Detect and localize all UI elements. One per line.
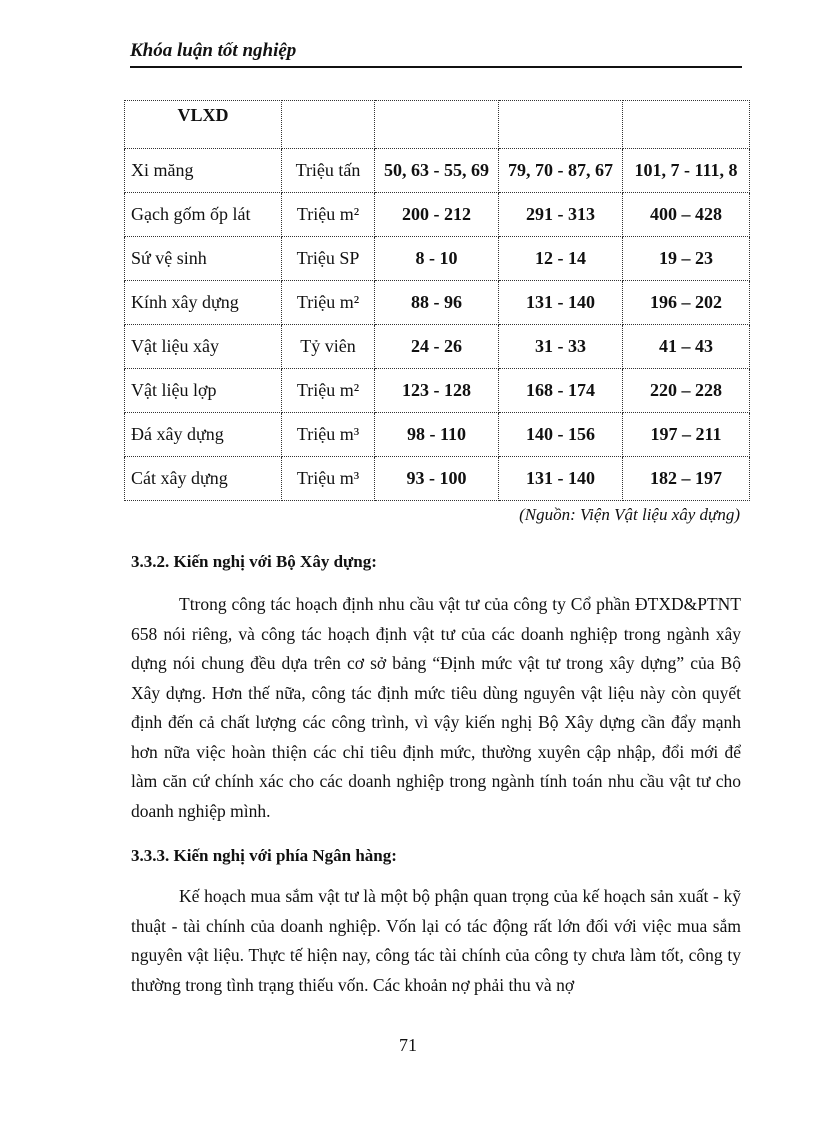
table-header-row xyxy=(125,101,750,149)
material-name-cell: Vật liệu xây xyxy=(125,325,282,369)
value-cell: 79, 70 - 87, 67 xyxy=(499,149,623,193)
section-paragraph-3-3-3: Kế hoạch mua sắm vật tư là một bộ phận quan trọng của kế hoạch sản xuất - kỹ thuật - tài chính của doanh nghiệp. Vốn lại có tác động rất lớn đối với việc mua sắm nguyên vật liệu. Thực tế hiện nay, công tác tài chính của công ty chưa làm tốt, công ty thường trong tình trạng thiếu vốn. Các khoản nợ phải thu và nợ xyxy=(131,886,741,995)
table-row xyxy=(125,237,750,281)
table-header-empty-cell xyxy=(282,101,375,149)
value-cell: 31 - 33 xyxy=(499,325,623,369)
table-row xyxy=(125,193,750,237)
section-heading-3-3-3: 3.3.3. Kiến nghị với phía Ngân hàng: xyxy=(131,846,397,865)
value-cell: 41 – 43 xyxy=(623,325,750,369)
value-cell: 196 – 202 xyxy=(623,281,750,325)
value-cell: 8 - 10 xyxy=(375,237,499,281)
value-cell: 19 – 23 xyxy=(623,237,750,281)
section-paragraph-3-3-2: Ttrong công tác hoạch định nhu cầu vật tư của công ty Cổ phần ĐTXD&PTNT 658 nói riêng, và công tác hoạch định vật tư của các doanh nghiệp trong ngành xây dựng nói chung đều dựa trên cơ sở bảng “Định mức vật tư trong xây dựng” của Bộ Xây dựng. Hơn thế nữa, công tác định mức tiêu dùng nguyên vật liệu này còn quyết định đến cả chất lượng các công trình, vì vậy kiến nghị Bộ Xây dựng cần đẩy mạnh hơn nữa việc hoàn thiện các chỉ tiêu định mức, thường xuyên cập nhập, đổi mới để làm căn cứ chính xác cho các doanh nghiệp trong ngành tính toán nhu cầu vật tư cho doanh nghiệp mình. xyxy=(131,594,741,821)
table-row xyxy=(125,413,750,457)
table-header-empty-cell xyxy=(499,101,623,149)
table-body xyxy=(125,101,750,501)
table-header-label: VLXD xyxy=(125,101,282,149)
value-cell: 291 - 313 xyxy=(499,193,623,237)
unit-cell: Triệu m³ xyxy=(282,457,375,501)
material-name-cell: Đá xây dựng xyxy=(125,413,282,457)
value-cell: 88 - 96 xyxy=(375,281,499,325)
unit-cell: Triệu m² xyxy=(282,281,375,325)
header-divider xyxy=(130,66,742,68)
value-cell: 140 - 156 xyxy=(499,413,623,457)
unit-cell: Triệu m² xyxy=(282,193,375,237)
unit-cell: Triệu m³ xyxy=(282,413,375,457)
value-cell: 400 – 428 xyxy=(623,193,750,237)
table-source-note: (Nguồn: Viện Vật liệu xây dựng) xyxy=(519,505,740,524)
value-cell: 50, 63 - 55, 69 xyxy=(375,149,499,193)
value-cell: 98 - 110 xyxy=(375,413,499,457)
material-name-cell: Kính xây dựng xyxy=(125,281,282,325)
table-row xyxy=(125,149,750,193)
value-cell: 93 - 100 xyxy=(375,457,499,501)
unit-cell: Triệu m² xyxy=(282,369,375,413)
value-cell: 101, 7 - 111, 8 xyxy=(623,149,750,193)
value-cell: 131 - 140 xyxy=(499,457,623,501)
value-cell: 168 - 174 xyxy=(499,369,623,413)
material-name-cell: Sứ vệ sinh xyxy=(125,237,282,281)
page-header-title: Khóa luận tốt nghiệp xyxy=(130,40,297,61)
table-header-empty-cell xyxy=(623,101,750,149)
value-cell: 24 - 26 xyxy=(375,325,499,369)
material-name-cell: Gạch gốm ốp lát xyxy=(125,193,282,237)
table-row xyxy=(125,281,750,325)
section-heading-3-3-2: 3.3.2. Kiến nghị với Bộ Xây dựng: xyxy=(131,552,377,571)
value-cell: 131 - 140 xyxy=(499,281,623,325)
value-cell: 123 - 128 xyxy=(375,369,499,413)
materials-forecast-table xyxy=(124,100,750,501)
material-name-cell: Vật liệu lợp xyxy=(125,369,282,413)
table-header-empty-cell xyxy=(375,101,499,149)
value-cell: 12 - 14 xyxy=(499,237,623,281)
material-name-cell: Cát xây dựng xyxy=(125,457,282,501)
table-row xyxy=(125,369,750,413)
unit-cell: Triệu SP xyxy=(282,237,375,281)
value-cell: 200 - 212 xyxy=(375,193,499,237)
table-row xyxy=(125,457,750,501)
unit-cell: Triệu tấn xyxy=(282,149,375,193)
value-cell: 182 – 197 xyxy=(623,457,750,501)
value-cell: 220 – 228 xyxy=(623,369,750,413)
value-cell: 197 – 211 xyxy=(623,413,750,457)
page-number: 71 xyxy=(399,1035,417,1055)
unit-cell: Tỷ viên xyxy=(282,325,375,369)
material-name-cell: Xi măng xyxy=(125,149,282,193)
table-row xyxy=(125,325,750,369)
